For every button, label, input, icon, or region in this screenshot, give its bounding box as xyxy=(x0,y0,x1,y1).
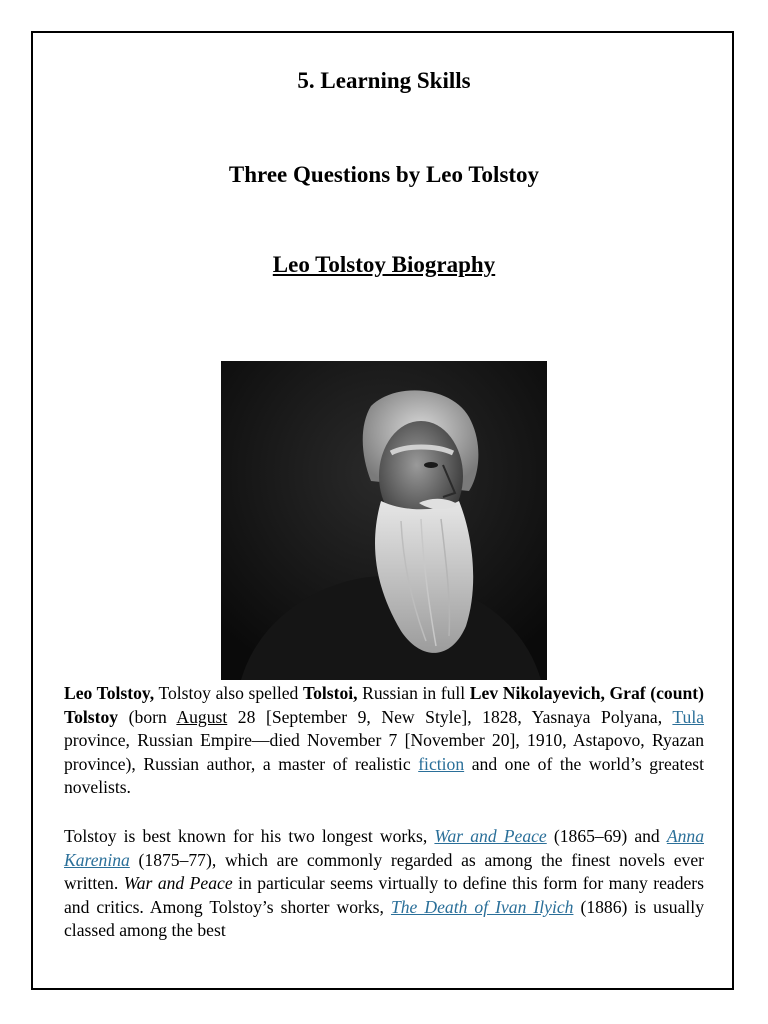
tula-link[interactable]: Tula xyxy=(672,706,705,727)
text-fragment: (1875–77), which are commonly regarded as among the finest novels ever written. xyxy=(64,849,704,894)
name-bold: Leo Tolstoy, xyxy=(64,683,155,703)
text-fragment: and one of the world’s greatest novelists. xyxy=(64,753,704,798)
text-fragment: Tolstoy also spelled xyxy=(154,683,303,703)
war-and-peace-italic: War and Peace xyxy=(123,873,233,894)
august-underlined: August xyxy=(176,706,228,727)
section-heading: 5. Learning Skills xyxy=(297,68,471,93)
biography-heading: Leo Tolstoy Biography xyxy=(272,252,496,277)
text-fragment: (born xyxy=(118,706,177,727)
text-fragment: 28 [September 9, New Style], 1828, Yasnaya Polyana, xyxy=(227,706,673,727)
alt-spelling-bold: Tolstoi, xyxy=(302,683,358,703)
anna-karenina-link[interactable]: Anna Karenina xyxy=(64,826,705,870)
biography-paragraph-1 xyxy=(64,682,704,800)
tolstoy-portrait-image xyxy=(221,361,547,680)
text-fragment: province, Russian Empire—died November 7 [November 20], 1910, Astapovo, Ryazan province), Russian author, a master of realistic xyxy=(64,730,704,774)
text-fragment: (1865–69) and xyxy=(546,826,667,846)
portrait-photo-icon xyxy=(221,361,547,680)
text-fragment: (1886) is usually classed among the best xyxy=(64,896,704,941)
story-title: Three Questions by Leo Tolstoy xyxy=(228,162,540,187)
biography-paragraph-2 xyxy=(64,825,704,943)
full-name-bold: Lev Nikolayevich, Graf (count) Tolstoy xyxy=(64,683,704,727)
text-fragment: in particular seems virtually to define this form for many readers and critics. Among Tolstoy’s shorter works, xyxy=(64,873,705,917)
war-and-peace-link[interactable]: War and Peace xyxy=(434,826,547,846)
text-fragment: Tolstoy is best known for his two longest works, xyxy=(64,826,435,846)
death-of-ivan-ilyich-link[interactable]: The Death of Ivan Ilyich xyxy=(390,896,574,917)
text-fragment: Russian in full xyxy=(357,683,470,703)
fiction-link[interactable]: fiction xyxy=(418,753,465,774)
